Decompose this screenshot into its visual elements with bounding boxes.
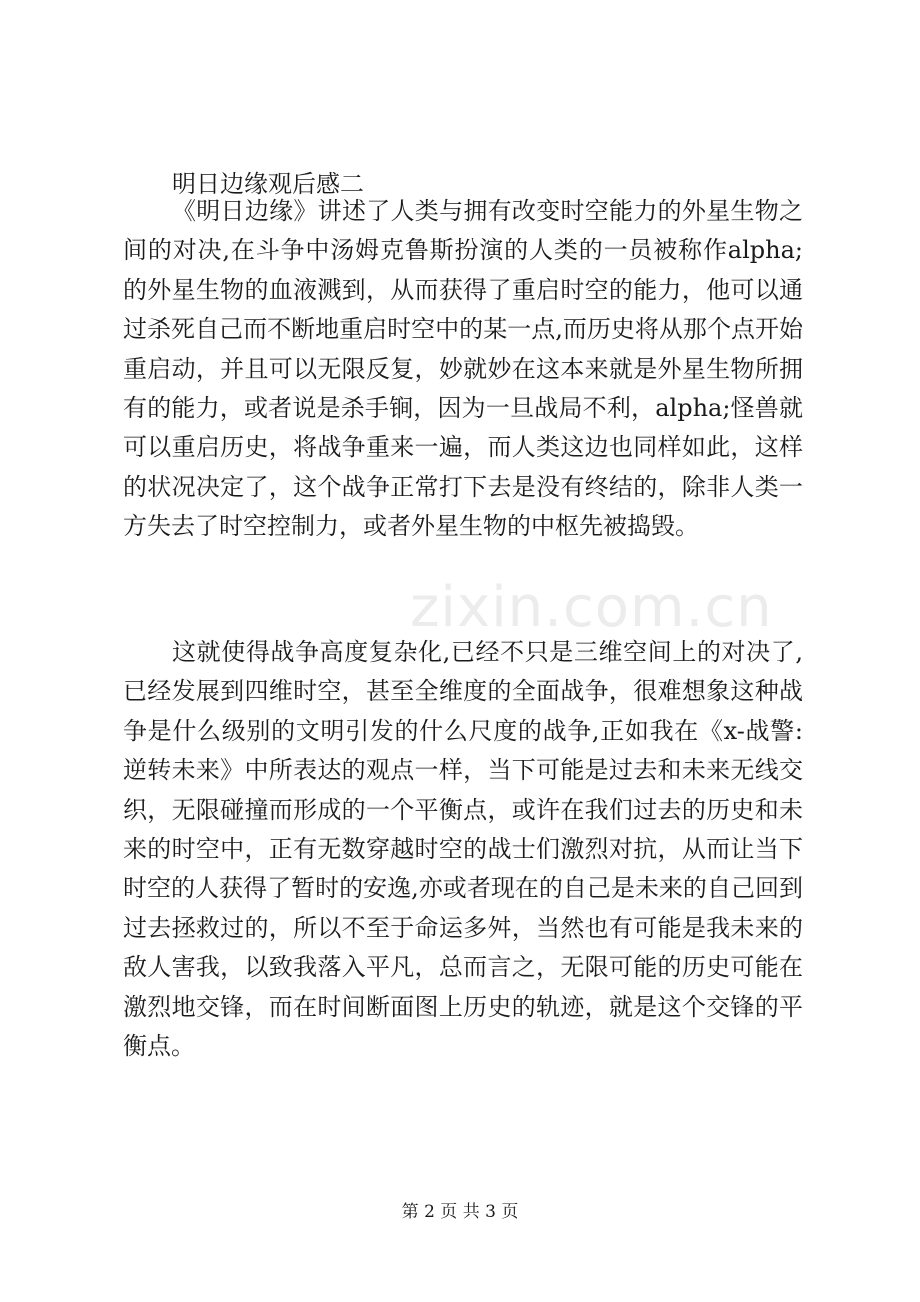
paragraph-1: 《明日边缘》讲述了人类与拥有改变时空能力的外星生物之间的对决,在斗争中汤姆克鲁斯扮演的人类的一员被称作alpha;的外星生物的血液溅到，从而获得了重启时空的能力，他可以通过杀死自己而不断地重启时空中的某一点,而历史将从那个点开始重启动，并且可以无限反复，妙就妙在这本来就是外星生物所拥有的能力，或者说是杀手锏，因为一旦战局不利，alpha;怪兽就可以重启历史，将战争重来一遍，而人类这边也同样如此，这样的状况决定了，这个战争正常打下去是没有终结的，除非人类一方失去了时空控制力，或者外星生物的中枢先被捣毁。 — [123, 197, 803, 541]
page-footer: 第 2 页 共 3 页 — [401, 1202, 519, 1222]
document-heading: 明日边缘观后感二 — [172, 170, 364, 198]
watermark: zixin.com.cn — [410, 575, 773, 640]
paragraph-2: 这就使得战争高度复杂化,已经不只是三维空间上的对决了,已经发展到四维时空，甚至全维度的全面战争，很难想象这种战争是什么级别的文明引发的什么尺度的战争,正如我在《x-战警:逆转未来》中所表达的观点一样，当下可能是过去和未来无线交织，无限碰撞而形成的一个平衡点，或许在我们过去的历史和未来的时空中，正有无数穿越时空的战士们激烈对抗，从而让当下时空的人获得了暂时的安逸,亦或者现在的自己是未来的自己回到过去拯救过的，所以不至于命运多舛，当然也有可能是我未来的敌人害我，以致我落入平凡，总而言之，无限可能的历史可能在激烈地交锋，而在时间断面图上历史的轨迹，就是这个交锋的平衡点。 — [123, 638, 803, 1061]
